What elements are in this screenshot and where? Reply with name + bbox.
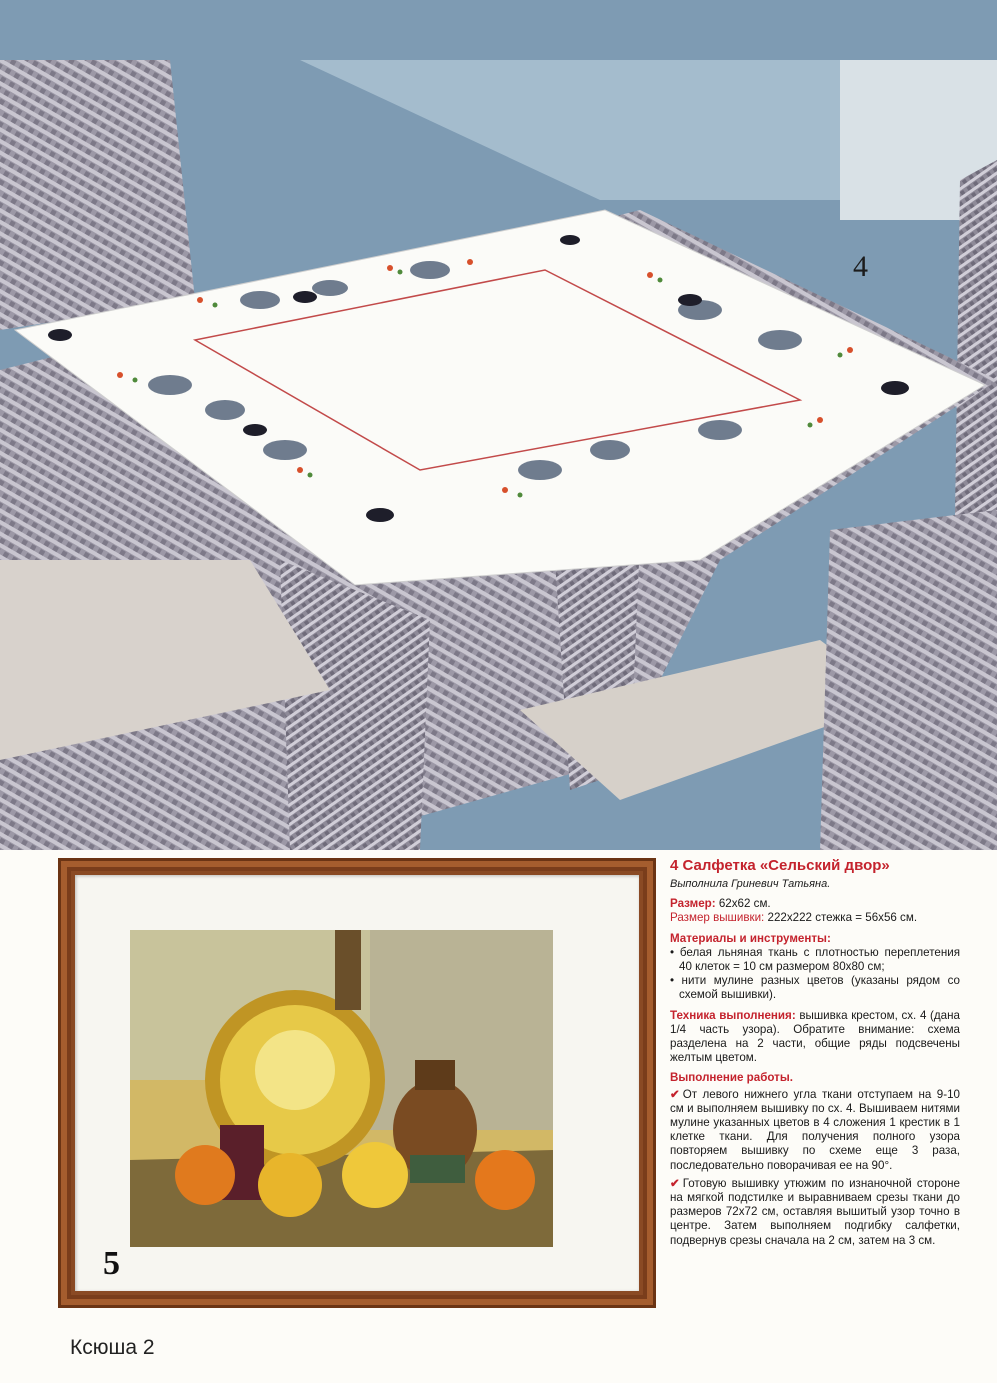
photo-number: 4 (853, 250, 868, 283)
article-text (670, 857, 960, 1252)
checkmark-icon: ✔ (670, 1176, 680, 1190)
materials-list (670, 946, 960, 1003)
materials-item: • белая льняная ткань с плотностью переплетения 40 клеток = 10 см размером 80x80 см; (670, 945, 960, 974)
figure-number: 5 (103, 1245, 120, 1282)
frame-mat (75, 875, 639, 1291)
embroidery-size-label: Размер вышивки: (670, 911, 765, 925)
step-text: От левого нижнего угла ткани отступаем на 9-10 см и выполняем вышивку по сх. 4. Вышиваем нитями мулине указанных цветов в 4 сложения 1 крестик в 1 клетке ткани. Для получения полного узора повторяем вышивку по схеме еще 3 раза, последовательно поворачивая ее на 90°. (670, 1087, 960, 1172)
materials-heading: Материалы и инструменты: (670, 931, 831, 945)
size-label: Размер: (670, 897, 716, 911)
article-title: 4 Салфетка «Сельский двор» (670, 857, 890, 874)
step-paragraph (670, 1177, 960, 1248)
embroidery-size-line (670, 911, 960, 925)
author-credit: Выполнила Гриневич Татьяна. (670, 878, 831, 890)
step-text: Готовую вышивку утюжим по изнаночной стороне на мягкой подстилке и выравниваем срезы ткани до размеров 72x72 см, оставляя вышитый узор точно в центре. Затем выполняем подгибку салфетки, подвернув срезы сначала на 2 см, затем на 3 см. (670, 1176, 960, 1247)
magazine-footer: Ксюша 2 (70, 1336, 155, 1359)
still-life-illustration (130, 930, 553, 1247)
work-heading: Выполнение работы. (670, 1071, 793, 1085)
checkmark-icon: ✔ (670, 1087, 680, 1101)
embroidery-size-value: 222x222 стежка = 56x56 см. (764, 911, 918, 925)
step-paragraph (670, 1088, 960, 1173)
size-line (670, 897, 960, 911)
technique-text: вышивка крестом, сх. 4 (дана 1/4 часть узора). Обратите внимание: схема разделена на 2 части, общие ряды подсвечены желтым цветом. (670, 1008, 960, 1065)
technique-paragraph (670, 1009, 960, 1066)
materials-item: • нити мулине разных цветов (указаны рядом со схемой вышивки). (670, 974, 960, 1002)
technique-label: Техника выполнения: (670, 1008, 796, 1022)
size-value: 62x62 см. (715, 897, 771, 911)
still-life-embroidery (130, 930, 553, 1247)
picture-frame (58, 858, 656, 1308)
